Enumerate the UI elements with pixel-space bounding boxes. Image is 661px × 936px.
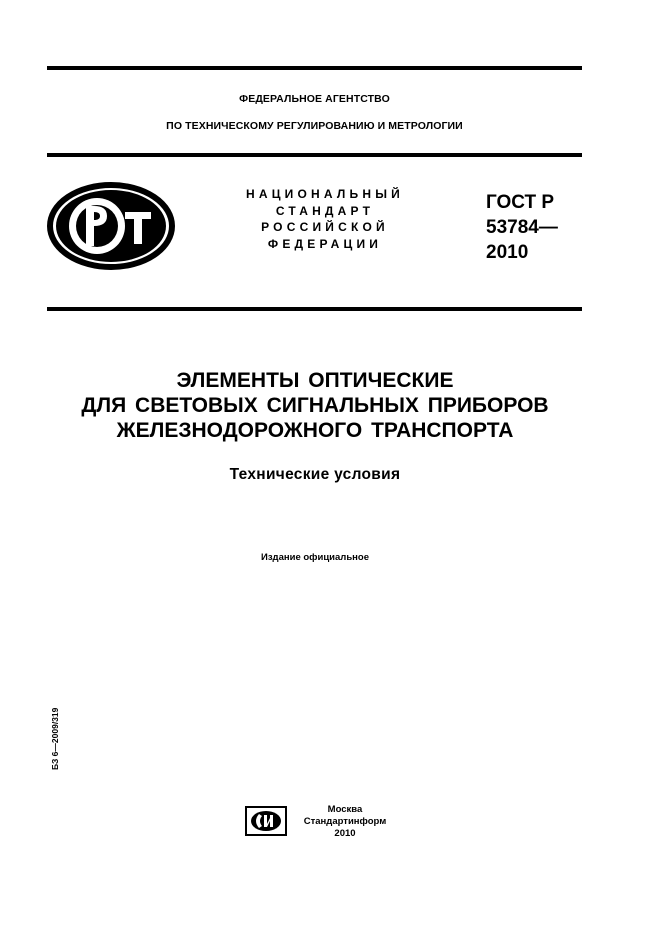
publisher-year: 2010 — [334, 828, 356, 839]
edition-label: Издание официальное — [261, 552, 369, 563]
header-rule — [47, 153, 582, 157]
agency-line-2: ПО ТЕХНИЧЕСКОМУ РЕГУЛИРОВАНИЮ И МЕТРОЛОГИИ — [166, 120, 463, 132]
publisher-city: Москва — [327, 804, 363, 815]
document-title — [30, 368, 600, 443]
title-line-2: ДЛЯ СВЕТОВЫХ СИГНАЛЬНЫХ ПРИБОРОВ — [81, 394, 549, 417]
standartinform-logo-icon — [245, 806, 287, 836]
national-line-3: РОССИЙСКОЙ — [261, 220, 389, 234]
national-line-4: ФЕДЕРАЦИИ — [267, 236, 383, 251]
top-rule — [47, 66, 582, 70]
national-line-2: СТАНДАРТ — [275, 203, 375, 218]
gost-number — [486, 190, 558, 265]
standard-rule — [47, 307, 582, 311]
national-line-1: НАЦИОНАЛЬНЫЙ — [245, 187, 405, 201]
gost-line-3: 2010 — [486, 242, 529, 263]
gost-line-2: 53784— — [486, 217, 558, 238]
agency-line-1: ФЕДЕРАЛЬНОЕ АГЕНТСТВО — [239, 93, 390, 105]
gost-logo-icon — [47, 182, 175, 270]
national-standard-label — [225, 186, 425, 252]
title-line-3: ЖЕЛЕЗНОДОРОЖНОГО ТРАНСПОРТА — [116, 419, 514, 442]
document-subtitle: Технические условия — [229, 466, 401, 483]
side-code: БЗ 6—2009/319 — [50, 707, 60, 770]
gost-line-1: ГОСТ Р — [486, 192, 555, 213]
publisher-name: Стандартинформ — [303, 816, 387, 827]
title-line-1: ЭЛЕМЕНТЫ ОПТИЧЕСКИЕ — [176, 369, 454, 392]
publisher-info — [290, 804, 400, 840]
